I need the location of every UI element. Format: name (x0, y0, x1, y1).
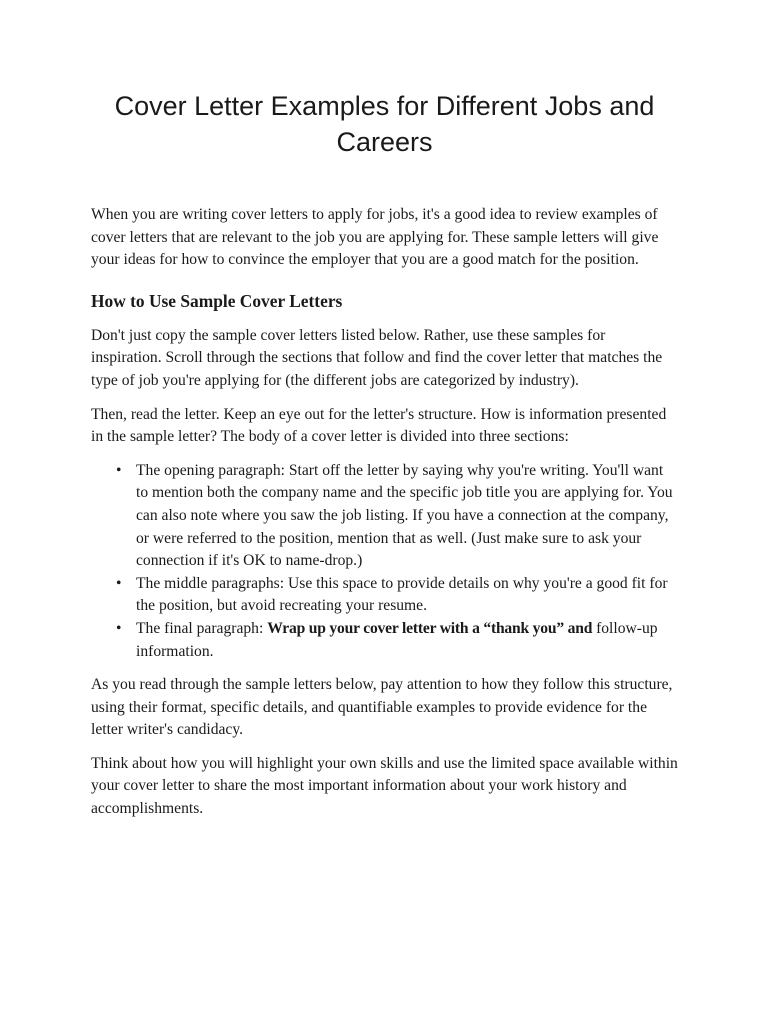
section-heading: How to Use Sample Cover Letters (91, 290, 343, 311)
list-item-middle-paragraphs (116, 573, 678, 618)
list-item-text: The middle paragraphs: Use this space to provide details on why you're a good fit for the position, but avoid recreating your resume. (136, 574, 668, 615)
paragraph-letter-structure: Then, read the letter. Keep an eye out for the letter's structure. How is information presented in the sample letter? The body of a cover letter is divided into three sections: (91, 405, 667, 446)
paragraph-follow-structure: As you read through the sample letters below, pay attention to how they follow this structure, using their format, specific details, and quantifiable examples to provide evidence for the letter writer's candidacy. (91, 676, 673, 739)
paragraph-highlight-skills: Think about how you will highlight your own skills and use the limited space available within your cover letter to share the most important information about your work history and accomplishments. (91, 754, 678, 818)
structure-bullet-list (91, 460, 678, 663)
intro-paragraph: When you are writing cover letters to apply for jobs, it's a good idea to review examples of cover letters that are relevant to the job you are applying for. These sample letters will give your ideas for how to convince the employer that you are a good match for the position. (91, 206, 659, 269)
bullet-icon: • (116, 619, 122, 637)
list-item-opening-paragraph (116, 460, 678, 573)
bullet-icon: • (116, 461, 122, 479)
list-item-bold-text: Wrap up your cover letter with a “thank you” and (267, 619, 593, 637)
bullet-icon: • (116, 574, 122, 592)
list-item-text: The final paragraph: (136, 619, 268, 637)
paragraph-copy-advice: Don't just copy the sample cover letters listed below. Rather, use these samples for inspiration. Scroll through the sections that follow and find the cover letter that matches the type of job you're applying for (the different jobs are categorized by industry). (91, 326, 663, 389)
list-item-final-paragraph (116, 618, 678, 663)
document-body (91, 204, 678, 821)
list-item-text: The opening paragraph: Start off the letter by saying why you're writing. You'll want to mention both the company name and the specific job title you are applying for. You can also note where you saw the job listing. If you have a connection at the company, or were referred to the position, mention that as well. (Just make sure to ask your connection if it's OK to name-drop.) (136, 461, 673, 570)
list-item-text-after: follow-up information. (136, 619, 658, 660)
page-title: Cover Letter Examples for Different Jobs and Careers (114, 91, 655, 157)
